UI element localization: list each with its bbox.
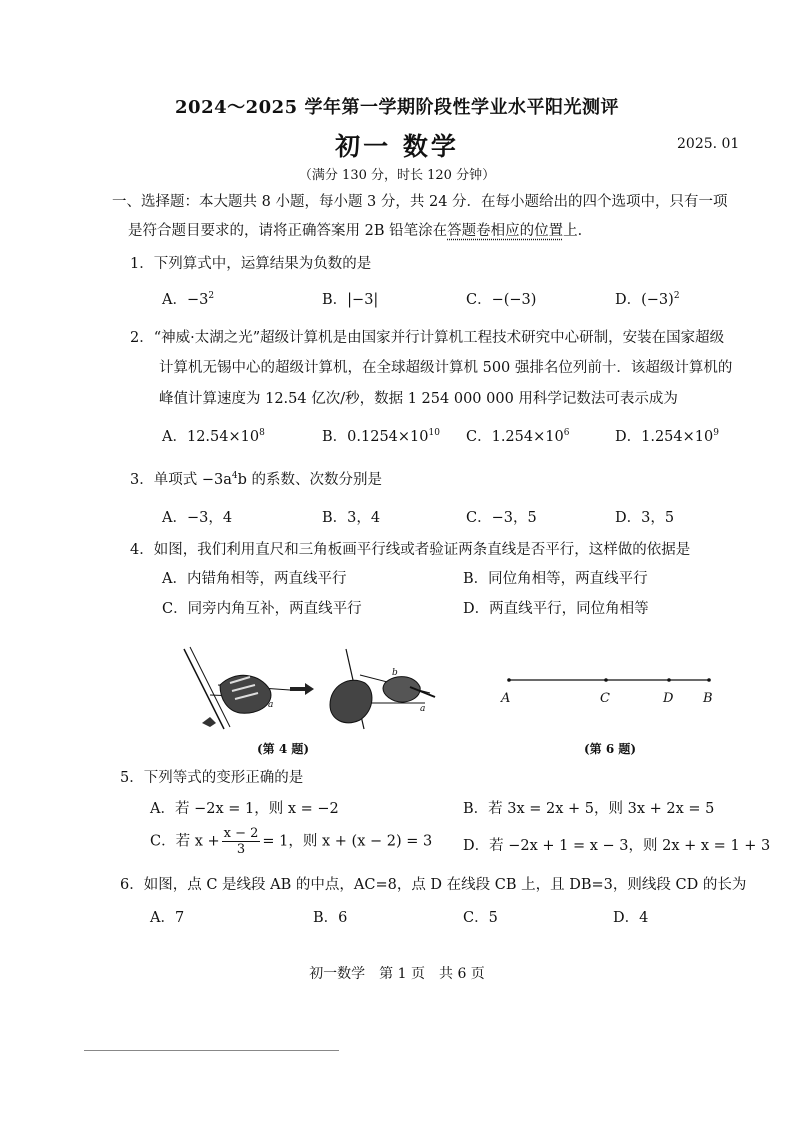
q6-option-a: A．7 — [150, 910, 185, 926]
subject-title: 初一 数学 — [335, 132, 459, 161]
q2-option-c: C．$1.254\times 10^6$ — [466, 428, 570, 445]
point-a-label: A — [501, 691, 511, 706]
q2-option-a: A．$12.54\times 10^8$ — [162, 428, 265, 445]
q1-option-d: D．$(-3)^2$ — [615, 291, 680, 308]
q4-stem: 4．如图，我们利用直尺和三角板画平行线或者验证两条直线是否平行，这样做的依据是 — [130, 542, 691, 558]
page-footer: 初一数学 第 1 页 共 6 页 — [309, 966, 485, 982]
point-d-label: D — [663, 691, 674, 706]
figure-6-segment — [497, 668, 722, 708]
fig4-label-b: b — [392, 668, 398, 678]
figure-4-caption: (第 4 题) — [257, 742, 310, 756]
fig4-label-a-right: a — [420, 704, 426, 714]
fig4-label-a-left: a — [268, 700, 274, 710]
q2-option-d: D．$1.254\times 10^9$ — [615, 428, 719, 445]
q4-option-d: D．两直线平行，同位角相等 — [463, 601, 649, 617]
point-c — [604, 678, 608, 682]
exam-date: 2025. 01 — [677, 136, 740, 152]
point-c-label: C — [600, 691, 610, 706]
q4-option-b: B．同位角相等，两直线平行 — [463, 571, 648, 587]
point-a — [507, 678, 511, 682]
point-d — [667, 678, 671, 682]
instructions-end: 上． — [563, 223, 593, 239]
instructions-text: 一、选择题：本大题共 8 小题，每小题 3 分，共 24 分．在每小题给出的四个选项中，只有一项是符合题目要求的，请将正确答案用 2B 铅笔涂在 — [112, 194, 728, 239]
q4-option-c: C．同旁内角互补，两直线平行 — [162, 601, 362, 617]
q2-line-2: 计算机无锡中心的超级计算机，在全球超级计算机 500 强排名位列前十．该超级计算机的 — [159, 360, 733, 376]
q4-option-a: A．内错角相等，两直线平行 — [162, 571, 347, 587]
q6-option-d: D．4 — [613, 910, 649, 926]
q5-option-c: C．若 x + $\frac{x - 2}{3}$ = 1，则 x + (x − 2) = 3 — [150, 826, 433, 857]
q2-line-3: 峰值计算速度为 12.54 亿次/秒，数据 1 254 000 000 用科学记数法可表示成为 — [159, 391, 678, 407]
point-b — [707, 678, 711, 682]
q3-option-d: D．3，5 — [615, 510, 675, 526]
exam-title: 2024～2025 学年第一学期阶段性学业水平阳光测评 — [175, 97, 619, 118]
q6-option-c: C．5 — [463, 910, 498, 926]
point-b-label: B — [703, 691, 713, 706]
q3-stem: 3．单项式 $-3a^4b$ 的系数、次数分别是 — [130, 471, 382, 488]
q2-line-1: 2．“神威·太湖之光”超级计算机是由国家并行计算机工程技术研究中心研制，安装在国家超级 — [130, 330, 725, 346]
q5-option-a: A．若 −2x = 1，则 x = −2 — [150, 801, 339, 817]
q3-option-b: B．3，4 — [322, 510, 381, 526]
q1-stem: 1．下列算式中，运算结果为负数的是 — [130, 256, 372, 272]
q1-option-b: B．|−3| — [322, 292, 379, 308]
arrow-icon — [290, 683, 314, 695]
q5-option-b: B．若 3x = 2x + 5，则 3x + 2x = 5 — [463, 801, 715, 817]
q5-option-d: D．若 −2x + 1 = x − 3，则 2x + x = 1 + 3 — [463, 838, 771, 854]
bottom-rule — [84, 1050, 339, 1051]
q3-option-a: A．−3，4 — [162, 510, 233, 526]
q5-c-fraction: $\frac{x - 2}{3}$ — [223, 826, 259, 857]
q1-option-c: C．−(−3) — [466, 292, 537, 308]
section-instructions — [112, 188, 740, 246]
q2-option-b: B．$0.1254\times 10^{10}$ — [322, 428, 440, 445]
instructions-emphasis: 答题卷相应的位置 — [447, 223, 564, 239]
q6-stem: 6．如图，点 C 是线段 AB 的中点，AC=8，点 D 在线段 CB 上，且 DB=3，则线段 CD 的长为 — [120, 877, 747, 893]
q3-option-c: C．−3，5 — [466, 510, 537, 526]
q6-option-b: B．6 — [313, 910, 348, 926]
figure-4-ruler-triangle — [180, 645, 440, 735]
q5-stem: 5．下列等式的变形正确的是 — [120, 770, 304, 786]
q1-option-a: A．$-3^2$ — [162, 291, 215, 308]
score-info: （满分 130 分，时长 120 分钟） — [298, 168, 496, 183]
figure-6-caption: (第 6 题) — [584, 742, 637, 756]
